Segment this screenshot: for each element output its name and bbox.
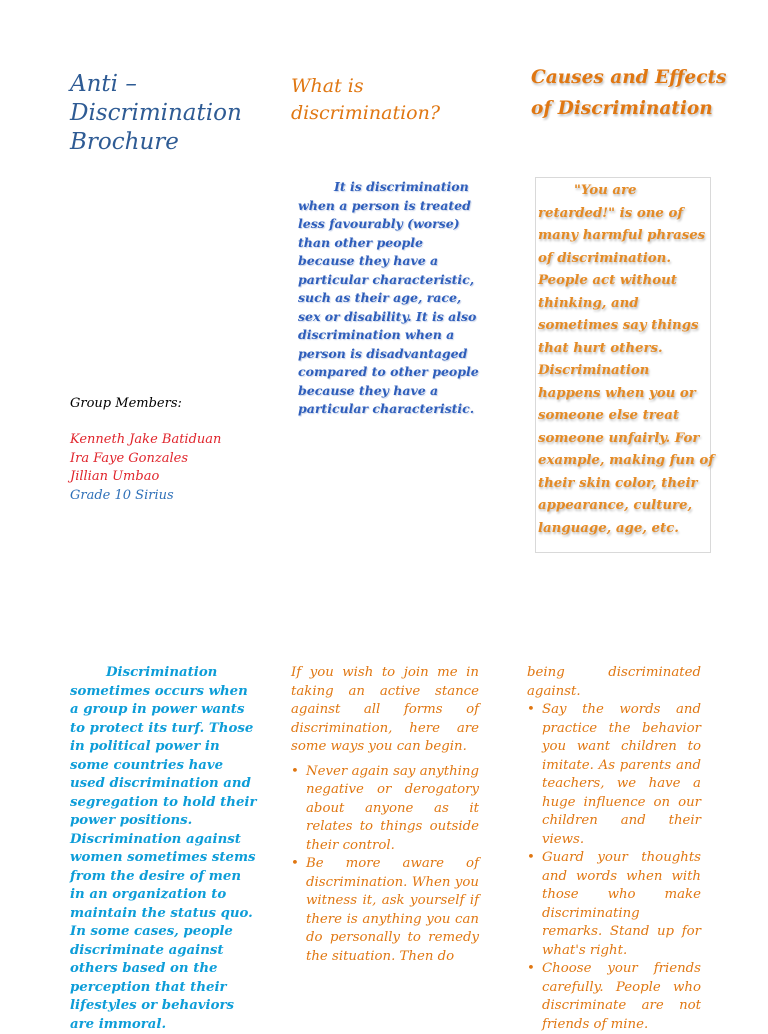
more-ways-list — [527, 701, 701, 1034]
group-members-heading: Group Members: — [70, 396, 182, 411]
causes-text: "You are retarded!" is one of many harmful phrases of discrimination. People act without thinking, and sometimes say things that hurt others. Discrimination happens when you or someone else treat someone unfairly. For example, making fun of their skin color, their appearance, culture, language, age, etc. — [538, 183, 714, 536]
what-is-heading: What is discrimination? — [291, 75, 441, 124]
protect-turf-paragraph — [70, 664, 260, 1034]
causes-body — [538, 180, 714, 540]
what-is-body — [298, 178, 480, 419]
ways-intro: If you wish to join me in taking an active stance against all forms of discrimination, here are some ways you can begin. — [291, 665, 479, 754]
list-item: • Be more aware of discrimination. When you witness it, ask yourself if there is anything you can do personally to remedy the situation. Then do — [291, 855, 479, 966]
member-name: Jillian Umbao — [70, 469, 160, 484]
protect-turf-text: Discrimination sometimes occurs when a group in power wants to protect its turf. Those in political power in some countries have used discrimination and segregation to hold their power positions. Discrimination against women sometimes stems from the desire of men in an organization to maintain the status quo. In some cases, people discriminate against others based on the perception that their lifestyles or behaviors are immoral. — [70, 665, 257, 1032]
continued-text: being discriminated against. — [527, 665, 701, 699]
brochure-title: Anti – Discrimination Brochure — [70, 71, 242, 155]
list-item: • Guard your thoughts and words when with those who make discriminating remarks. Stand up for what's right. — [527, 849, 701, 960]
member-name: Kenneth Jake Batiduan — [70, 432, 222, 447]
what-is-text: It is discrimination when a person is treated less favourably (worse) than other people because they have a particular characteristic, such as their age, race, sex or disability. It is also discrimination when a person is disadvantaged compared to other people because they have a particular characteristic. — [298, 179, 479, 416]
group-members-list — [70, 431, 221, 505]
grade-section: Grade 10 Sirius — [70, 487, 174, 503]
list-item: • Choose your friends carefully. People who discriminate are not friends of mine. — [527, 960, 701, 1034]
list-item: • Say the words and practice the behavior you want children to imitate. As parents and teachers, we have a huge influence on our children and their views. — [527, 701, 701, 849]
ways-to-begin-section — [291, 664, 479, 966]
member-name: Ira Faye Gonzales — [70, 450, 188, 466]
list-item: • Never again say anything negative or derogatory about anyone as it relates to things outside their control. — [291, 763, 479, 856]
causes-heading: Causes and Effects of Discrimination — [531, 67, 727, 119]
more-ways-section — [527, 664, 701, 1034]
ways-list — [291, 763, 479, 967]
